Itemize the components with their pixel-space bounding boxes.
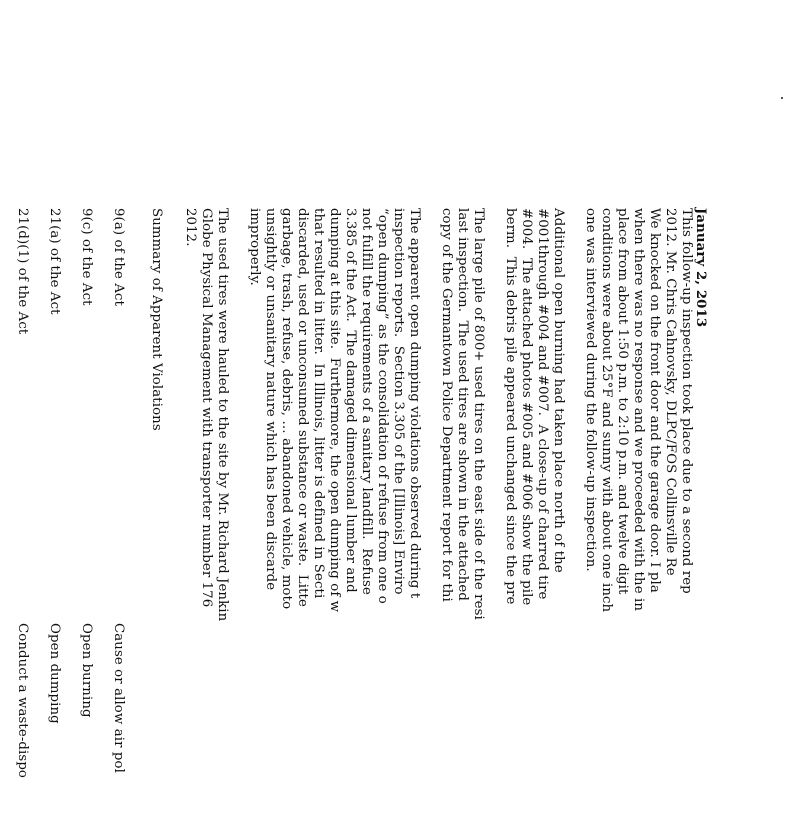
para4-line: “open dumping” as the consolidation of refuse from one o [375, 208, 390, 604]
para1-line: 2012. Mr. Chris Cahnovsky, DLPC/FOS Collinsville Re [663, 208, 678, 576]
scan-speck [781, 97, 783, 99]
para4-line: The apparent open dumping violations observed during t [407, 208, 422, 599]
violation-description: Open burning [79, 623, 94, 718]
summary-heading: Summary of Apparent Violations [149, 208, 164, 431]
para1-line: one was interviewed during the follow-up inspection. [583, 208, 598, 572]
para5-line: 2012. [183, 208, 198, 247]
para1-line: This follow-up inspection took place due to a second rep [679, 208, 694, 594]
para5-line: Globe Physical Management with transporter number 176 [199, 208, 214, 608]
violation-description: Open dumping [47, 623, 62, 724]
header-date: January 2, 2013 [693, 208, 708, 328]
para1-line: when there was no response and we proceeded with the in [631, 208, 646, 612]
para1-line: We knocked on the front door and the garage door. I pla [647, 208, 662, 593]
para5-line: The used tires were hauled to the site by Mr. Richard Jenkin [215, 208, 230, 622]
violation-description: Conduct a waste-dispo [15, 623, 30, 779]
violation-section: 21(a) of the Act [47, 208, 62, 315]
para4-line: not fulfill the requirements of a sanitary landfill. Refuse [359, 208, 374, 595]
para4-line: garbage, trash, refuse, debris, … abandoned vehicle, moto [279, 208, 294, 610]
para4-line: discarded, used or unconsumed substance or waste. Litte [295, 208, 310, 607]
rotated-page [0, 208, 708, 826]
para3-line: The large pile of 800+ used tires on the east side of the resi [471, 208, 486, 620]
para4-line: 3.385 of the Act. The damaged dimensional lumber and [343, 208, 358, 593]
para2-line: #001through #004 and #007. A close-up of charred tire [535, 208, 550, 600]
para3-line: last inspection. The used tires are shown in the attached [455, 208, 470, 602]
para4-line: inspection reports. Section 3.305 of the [Illinois] Enviro [391, 208, 406, 595]
violation-section: 9(c) of the Act [79, 208, 94, 306]
violation-section: 21(d)(1) of the Act [15, 208, 30, 335]
para4-line: dumping at this site. Furthermore, the open dumping of w [327, 208, 342, 613]
para2-line: #004. The attached photos #005 and #006 show the pile [519, 208, 534, 606]
para3-line: copy of the Germantown Police Department report for thi [439, 208, 454, 602]
para2-line: Additional open burning had taken place north of the [551, 208, 566, 573]
para1-line: conditions were about 25°F and sunny with about one inch [599, 208, 614, 613]
violation-section: 9(a) of the Act [111, 208, 126, 307]
para4-line: that resulted in litter. In Illinois, litter is defined in Secti [311, 208, 326, 599]
para2-line: berm. This debris pile appeared unchanged since the pre [503, 208, 518, 605]
para1-line: place from about 1:50 p.m. to 2:10 p.m. and twelve digit [615, 208, 630, 595]
violation-description: Cause or allow air pol [111, 623, 126, 773]
para4-line: unsightly or unsanitary nature which has been discarde [263, 208, 278, 591]
para4-line: improperly. [247, 208, 262, 286]
